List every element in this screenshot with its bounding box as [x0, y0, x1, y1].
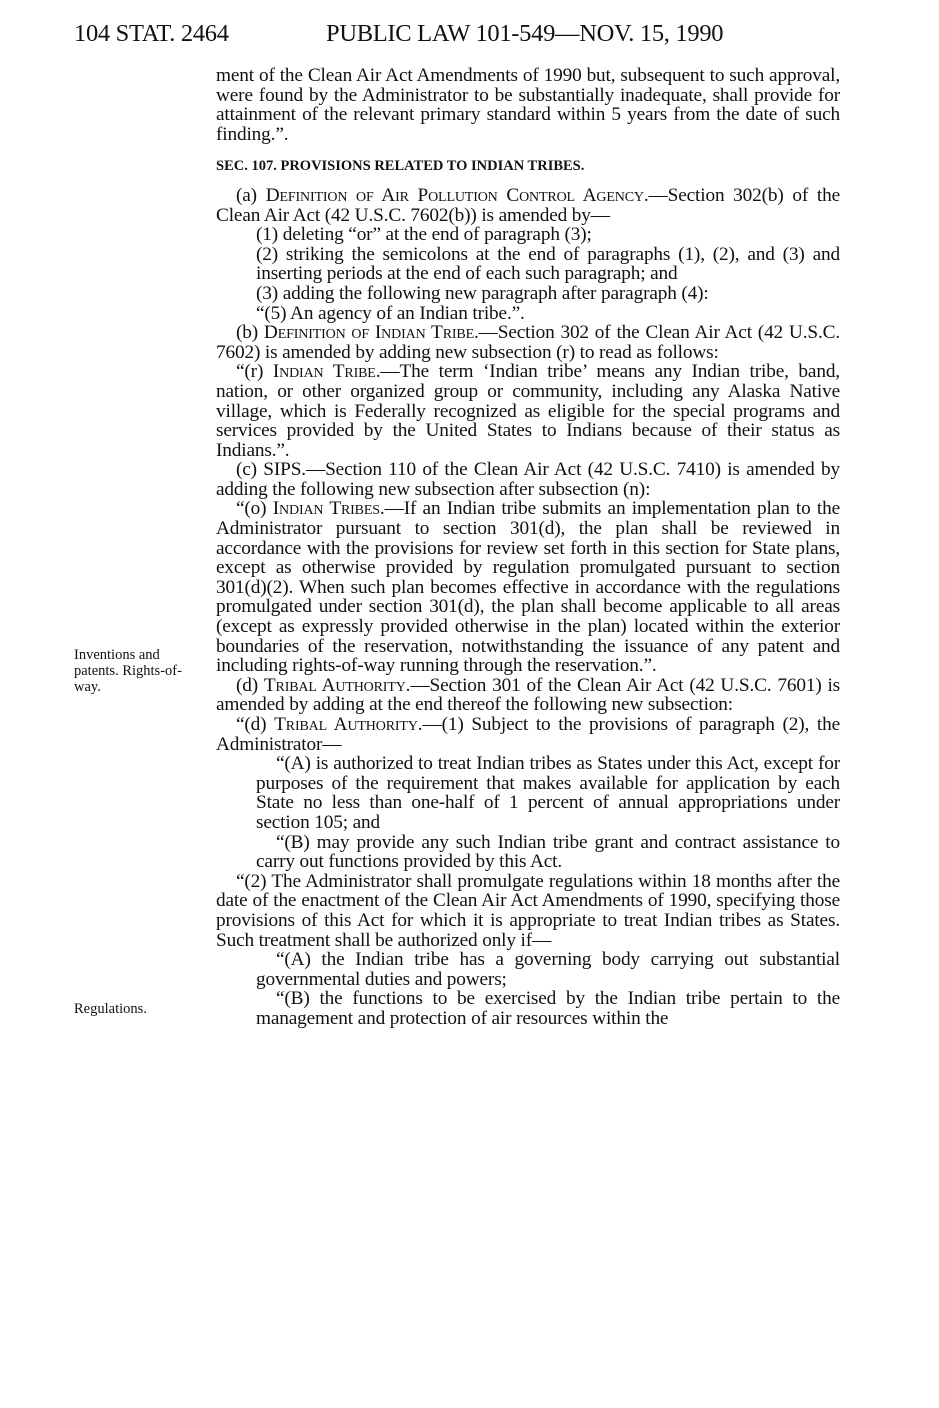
paragraph-continuation: ment of the Clean Air Act Amendments of 1990 but, subsequent to such approval, were found by the Administrator to be substantially inadequate, shall provide for attainment of the relevant primary standard within 5 years from the date of such finding.”.: [216, 65, 840, 145]
subsection-r: “(r) Indian Tribe.—The term ‘Indian tribe’ means any Indian tribe, band, nation, or other organized group or community, including any Alaska Native village, which is Federally recognized as eligible for the special programs and services provided by the United States to Indians because of their status as Indians.”.: [216, 361, 840, 461]
subsection-a-quote: “(5) An agency of an Indian tribe.”.: [256, 302, 525, 324]
margin-note-regulations: Regulations.: [74, 1001, 147, 1017]
subsection-b-caption: Definition of Indian Tribe.: [263, 322, 479, 344]
subsection-o-caption: Indian Tribes.: [272, 498, 385, 520]
subsection-o: “(o) Indian Tribes.—If an Indian tribe submits an implementation plan to the Administrator pursuant to section 301(d), the plan shall be reviewed in accordance with the provisions for review set forth in this section for State plans, except as otherwise provided by regulation promulgated pursuant to section 301(d)(2). When such plan becomes effective in accordance with the regulations promulgated under section 301(d), the plan shall become applicable to all areas (except as expressly provided otherwise in the plan) located within the exterior boundaries of the reservation, notwithstanding the issuance of any patent and including rights-of-way running through the reservation.”.: [216, 498, 840, 677]
subsection-a: (a) Definition of Air Pollution Control Agency.—Section 302(b) of the Clean Air Act (42 U.S.C. 7602(b)) is amended by—: [216, 184, 840, 226]
subsection-c: (c) SIPS.—Section 110 of the Clean Air Act (42 U.S.C. 7410) is amended by adding the following new subsection after subsection (n):: [216, 459, 840, 500]
running-header: [74, 20, 854, 50]
subparagraph-A: “(A) is authorized to treat Indian tribes as States under this Act, except for purposes of the requirement that makes available for application by each State no less than one-half of 1 percent of annual appropriations under section 105; and: [256, 753, 840, 833]
paragraph-2-B: “(B) the functions to be exercised by the Indian tribe pertain to the management and protection of air resources within the: [256, 988, 840, 1029]
subsection-a-item-1: (1) deleting “or” at the end of paragraph (3);: [256, 224, 592, 246]
paragraph-2: “(2) The Administrator shall promulgate regulations within 18 months after the date of the enactment of the Clean Air Act Amendments of 1990, specifying those provisions of this Act for which it is appropriate to treat Indian tribes as States. Such treatment shall be authorized only if—: [216, 870, 840, 951]
section-heading: SEC. 107. PROVISIONS RELATED TO INDIAN TRIBES.: [216, 158, 585, 175]
subsection-a-item-2: (2) striking the semicolons at the end of paragraphs (1), (2), and (3) and inserting periods at the end of each such paragraph; and: [256, 243, 840, 285]
subsection-r-caption: Indian Tribe.: [272, 361, 381, 383]
margin-note-inventions: Inventions and patents. Rights-of-way.: [74, 647, 182, 695]
new-subsection-d: “(d) Tribal Authority.—(1) Subject to the provisions of paragraph (2), the Administrator—: [216, 714, 840, 755]
paragraph-2-A: “(A) the Indian tribe has a governing body carrying out substantial governmental duties and powers;: [256, 949, 840, 990]
subsection-d-caption: Tribal Authority.: [263, 674, 411, 696]
subsection-a-caption: Definition of Air Pollution Control Agency.: [265, 184, 649, 206]
body-text: [216, 66, 840, 1029]
header-title: PUBLIC LAW 101-549—NOV. 15, 1990: [326, 20, 724, 47]
subsection-d: (d) Tribal Authority.—Section 301 of the Clean Air Act (42 U.S.C. 7601) is amended by adding at the end thereof the following new subsection:: [216, 674, 841, 716]
new-subsection-d-caption: Tribal Authority.: [274, 714, 423, 735]
page-citation: 104 STAT. 2464: [74, 20, 229, 47]
subparagraph-B: “(B) may provide any such Indian tribe grant and contract assistance to carry out functions provided by this Act.: [256, 831, 840, 873]
subsection-a-item-3: (3) adding the following new paragraph after paragraph (4):: [256, 282, 709, 304]
subsection-b: (b) Definition of Indian Tribe.—Section 302 of the Clean Air Act (42 U.S.C. 7602) is amended by adding new subsection (r) to read as follows:: [216, 322, 840, 363]
